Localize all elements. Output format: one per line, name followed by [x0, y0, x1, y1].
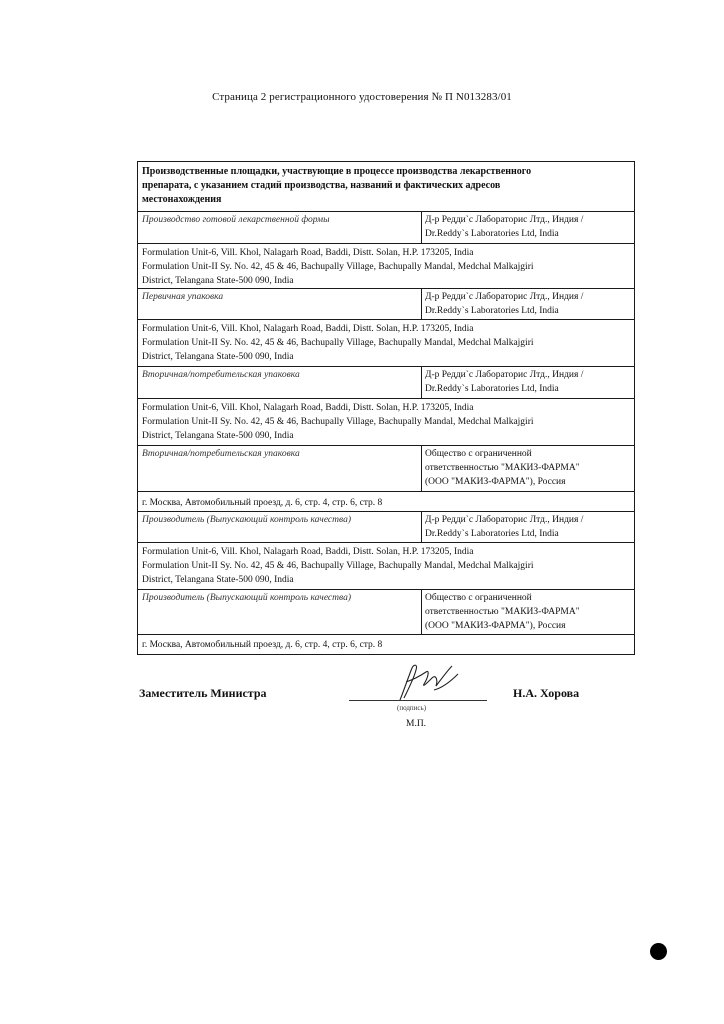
address-cell	[138, 320, 634, 367]
company-line: ответственностью "МАКИЗ-ФАРМА"	[425, 463, 580, 473]
address-line: г. Москва, Автомобильный проезд, д. 6, стр. 4, стр. 6, стр. 8	[142, 498, 383, 508]
company-line: Общество с ограниченной	[425, 593, 532, 603]
table-header-line: Производственные площадки, участвующие в процессе производства лекарственного	[142, 166, 532, 177]
signature-caption: (подпись)	[397, 704, 427, 712]
address-cell	[138, 399, 634, 446]
address-line: District, Telangana State-500 090, India	[142, 575, 294, 585]
company-line: Д-р Редди`с Лабораторис Лтд., Индия /	[425, 215, 584, 225]
table-row	[138, 512, 634, 543]
table-row	[138, 289, 634, 320]
company-cell	[422, 367, 634, 398]
black-dot-mark	[650, 943, 667, 960]
stage-cell: Первичная упаковка	[138, 289, 422, 319]
address-line: Formulation Unit-II Sy. No. 42, 45 & 46, Bachupally Village, Bachupally Mandal, Medchal Malkajgiri	[142, 417, 534, 427]
company-line: Dr.Reddy`s Laboratories Ltd, India	[425, 384, 559, 394]
stage-cell: Производитель (Выпускающий контроль качества)	[138, 590, 422, 634]
address-line: Formulation Unit-II Sy. No. 42, 45 & 46, Bachupally Village, Bachupally Mandal, Medchal Malkajgiri	[142, 338, 534, 348]
stage-cell: Вторичная/потребительская упаковка	[138, 367, 422, 398]
address-line: Formulation Unit-II Sy. No. 42, 45 & 46, Bachupally Village, Bachupally Mandal, Medchal Malkajgiri	[142, 262, 534, 272]
company-line: Dr.Reddy`s Laboratories Ltd, India	[425, 529, 559, 539]
table-row	[138, 212, 634, 244]
address-line: Formulation Unit-6, Vill. Khol, Nalagarh Road, Baddi, Distt. Solan, H.P. 173205, India	[142, 248, 474, 258]
page-title: Страница 2 регистрационного удостоверения № П N013283/01	[212, 91, 512, 103]
table-header	[138, 162, 634, 212]
table-header-line: препарата, с указанием стадий производства, названий и фактических адресов	[142, 180, 501, 191]
company-line: Dr.Reddy`s Laboratories Ltd, India	[425, 306, 559, 316]
company-cell	[422, 590, 634, 634]
address-cell	[138, 543, 634, 590]
address-line: Formulation Unit-6, Vill. Khol, Nalagarh Road, Baddi, Distt. Solan, H.P. 173205, India	[142, 547, 474, 557]
address-line: Formulation Unit-II Sy. No. 42, 45 & 46, Bachupally Village, Bachupally Mandal, Medchal Malkajgiri	[142, 561, 534, 571]
table-row	[138, 446, 634, 492]
company-line: Д-р Редди`с Лабораторис Лтд., Индия /	[425, 292, 584, 302]
company-line: Д-р Редди`с Лабораторис Лтд., Индия /	[425, 370, 584, 380]
company-line: (ООО "МАКИЗ-ФАРМА"), Россия	[425, 621, 566, 631]
address-cell	[138, 492, 634, 512]
address-line: District, Telangana State-500 090, India	[142, 276, 294, 286]
address-line: Formulation Unit-6, Vill. Khol, Nalagarh Road, Baddi, Distt. Solan, H.P. 173205, India	[142, 403, 474, 413]
address-line: г. Москва, Автомобильный проезд, д. 6, стр. 4, стр. 6, стр. 8	[142, 640, 383, 650]
company-cell	[422, 512, 634, 542]
address-line: Formulation Unit-6, Vill. Khol, Nalagarh Road, Baddi, Distt. Solan, H.P. 173205, India	[142, 324, 474, 334]
company-line: Dr.Reddy`s Laboratories Ltd, India	[425, 229, 559, 239]
stamp-label: М.П.	[406, 719, 427, 729]
table-row	[138, 590, 634, 635]
company-line: Д-р Редди`с Лабораторис Лтд., Индия /	[425, 515, 584, 525]
signatory-title: Заместитель Министра	[139, 686, 267, 700]
table-row	[138, 367, 634, 399]
stage-cell: Вторичная/потребительская упаковка	[138, 446, 422, 491]
table-header-line: местонахождения	[142, 194, 222, 205]
company-line: (ООО "МАКИЗ-ФАРМА"), Россия	[425, 477, 566, 487]
company-cell	[422, 212, 634, 243]
address-cell	[138, 635, 634, 654]
company-line: ответственностью "МАКИЗ-ФАРМА"	[425, 607, 580, 617]
address-cell	[138, 244, 634, 289]
company-cell	[422, 446, 634, 491]
stage-cell: Производство готовой лекарственной формы	[138, 212, 422, 243]
manufacturing-sites-table	[137, 161, 635, 655]
address-line: District, Telangana State-500 090, India	[142, 352, 294, 362]
stage-cell: Производитель (Выпускающий контроль качества)	[138, 512, 422, 542]
signature-block	[0, 660, 724, 740]
address-line: District, Telangana State-500 090, India	[142, 431, 294, 441]
signatory-name: Н.А. Хорова	[513, 686, 580, 700]
signature-line	[349, 700, 487, 701]
company-line: Общество с ограниченной	[425, 449, 532, 459]
company-cell	[422, 289, 634, 319]
